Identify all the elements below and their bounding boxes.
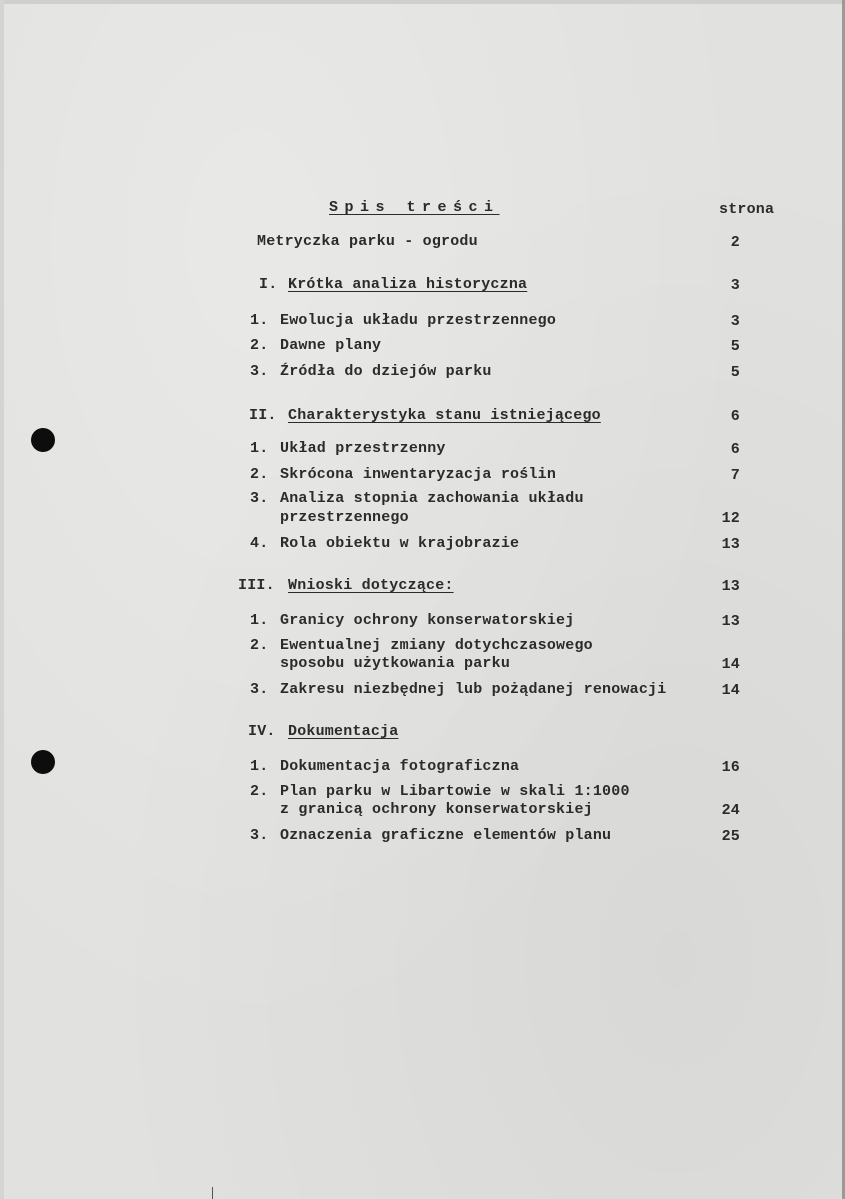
toc-page-number: 13 (721, 578, 740, 595)
toc-page-number: 6 (730, 408, 740, 425)
item-number: 1. (250, 758, 269, 775)
toc-item-label: Ewentualnej zmiany dotychczasowego (280, 637, 593, 654)
item-number: 3. (250, 681, 269, 698)
item-number: 3. (250, 363, 269, 380)
toc-page-number: 14 (721, 656, 740, 673)
toc-page-number: 5 (730, 364, 740, 381)
toc-item-label: Granicy ochrony konserwatorskiej (280, 612, 575, 629)
item-number: 1. (250, 440, 269, 457)
item-number: 2. (250, 466, 269, 483)
toc-entry-metryczka: Metryczka parku - ogrodu (257, 233, 478, 250)
toc-page-number: 2 (730, 234, 740, 251)
item-number: 4. (250, 535, 269, 552)
section-number: I. (259, 276, 278, 293)
toc-page-number: 3 (730, 313, 740, 330)
paper-edge-top (0, 0, 845, 4)
bottom-edge-mark (212, 1187, 213, 1199)
toc-item-label: Plan parku w Libartowie w skali 1:1000 (280, 783, 630, 800)
toc-item-label: Rola obiektu w krajobrazie (280, 535, 520, 552)
toc-page-number: 7 (730, 467, 740, 484)
toc-page-number: 25 (721, 828, 740, 845)
toc-page-number: 14 (721, 682, 740, 699)
punch-hole-lower (31, 750, 55, 774)
toc-page-number: 16 (721, 759, 740, 776)
toc-page-number: 5 (730, 338, 740, 355)
section-number: IV. (248, 723, 276, 740)
page-column-label: strona (719, 201, 775, 218)
toc-item-label-continued: przestrzennego (280, 509, 409, 526)
toc-item-label: Zakresu niezbędnej lub pożądanej renowacji (280, 681, 667, 698)
item-number: 3. (250, 827, 269, 844)
toc-item-label: Analiza stopnia zachowania układu (280, 490, 584, 507)
toc-item-label-continued: z granicą ochrony konserwatorskiej (280, 801, 593, 818)
toc-page-number: 3 (730, 277, 740, 294)
item-number: 1. (250, 312, 269, 329)
paper-edge-left (0, 0, 4, 1199)
toc-page-number: 13 (721, 536, 740, 553)
punch-hole-upper (31, 428, 55, 452)
item-number: 1. (250, 612, 269, 629)
toc-page-number: 24 (721, 802, 740, 819)
item-number: 2. (250, 783, 269, 800)
toc-item-label: Dokumentacja fotograficzna (280, 758, 520, 775)
item-number: 2. (250, 637, 269, 654)
item-number: 2. (250, 337, 269, 354)
toc-item-label: Skrócona inwentaryzacja roślin (280, 466, 557, 483)
section-title: Wnioski dotyczące: (288, 577, 454, 594)
page-title: Spis treści (329, 199, 500, 216)
section-number: II. (249, 407, 277, 424)
section-title: Charakterystyka stanu istniejącego (288, 407, 601, 424)
toc-item-label-continued: sposobu użytkowania parku (280, 655, 511, 672)
toc-item-label: Układ przestrzenny (280, 440, 446, 457)
toc-page-number: 13 (721, 613, 740, 630)
section-title: Krótka analiza historyczna (288, 276, 528, 293)
toc-item-label: Ewolucja układu przestrzennego (280, 312, 557, 329)
section-title: Dokumentacja (288, 723, 399, 740)
toc-page-number: 6 (730, 441, 740, 458)
section-number: III. (238, 577, 275, 594)
toc-item-label: Oznaczenia graficzne elementów planu (280, 827, 612, 844)
toc-item-label: Dawne plany (280, 337, 382, 354)
toc-page-number: 12 (721, 510, 740, 527)
toc-item-label: Źródła do dziejów parku (280, 363, 492, 380)
item-number: 3. (250, 490, 269, 507)
